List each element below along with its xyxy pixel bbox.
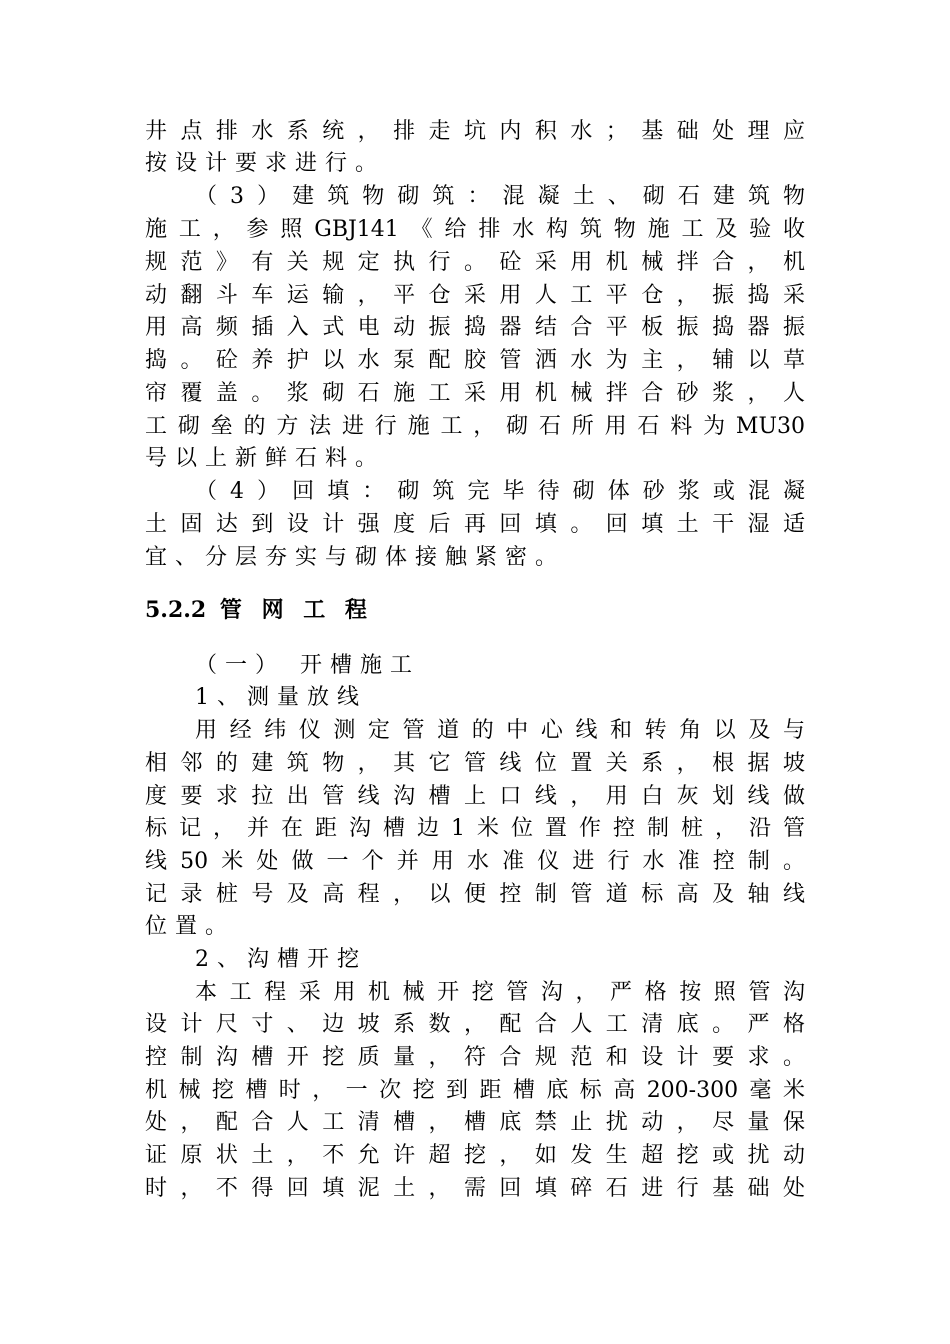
text-line: 规范》有关规定执行。砼采用机械拌合，机 <box>145 250 805 275</box>
text-line: 证原状土，不允许超挖，如发生超挖或扰动 <box>145 1143 805 1168</box>
text-line: 设计尺寸、边坡系数，配合人工清底。严格 <box>145 1012 805 1037</box>
section-title: 管 网 工 程 <box>219 597 373 623</box>
text-line: （4）回填：砌筑完毕待砌体砂浆或混凝 <box>195 479 805 504</box>
text-line: 标记，并在距沟槽边1米位置作控制桩，沿管 <box>145 816 805 841</box>
text-line: 本工程采用机械开挖管沟，严格按照管沟 <box>195 980 805 1005</box>
subheading-trench-excavation: 2、沟槽开挖 <box>195 947 367 972</box>
text-line: 控制沟槽开挖质量，符合规范和设计要求。 <box>145 1045 805 1070</box>
text-line: 工砌垒的方法进行施工，砌石所用石料为MU30 <box>145 414 805 439</box>
text-line: 度要求拉出管线沟槽上口线，用白灰划线做 <box>145 784 805 809</box>
text-line: 机械挖槽时，一次挖到距槽底标高200-300毫米 <box>145 1078 805 1103</box>
text-line: 捣。砼养护以水泵配胶管洒水为主，辅以草 <box>145 348 805 373</box>
text-line: 帘覆盖。浆砌石施工采用机械拌合砂浆，人 <box>145 381 805 406</box>
text-line: 用经纬仪测定管道的中心线和转角以及与 <box>195 718 805 743</box>
text-line: 动翻斗车运输，平仓采用人工平仓，振捣采 <box>145 283 805 308</box>
subheading-survey-layout: 1、测量放线 <box>195 685 367 710</box>
text-line: 时，不得回填泥土，需回填碎石进行基础处 <box>145 1176 805 1201</box>
section-number: 5.2.2 <box>145 597 207 623</box>
text-line: 井点排水系统，排走坑内积水；基础处理应 <box>145 119 805 144</box>
text-line: 宜、分层夯实与砌体接触紧密。 <box>145 545 566 570</box>
text-line: 号以上新鲜石料。 <box>145 446 386 471</box>
text-line: 按设计要求进行。 <box>145 151 386 176</box>
text-line: （3）建筑物砌筑：混凝土、砌石建筑物 <box>195 184 805 209</box>
section-heading <box>145 595 373 625</box>
text-line: 位置。 <box>145 914 236 939</box>
text-line: 土固达到设计强度后再回填。回填土干湿适 <box>145 512 805 537</box>
subheading-trench-construction: （一） 开槽施工 <box>195 653 420 678</box>
text-line: 用高频插入式电动振捣器结合平板振捣器振 <box>145 315 805 340</box>
text-line: 相邻的建筑物，其它管线位置关系，根据坡 <box>145 751 805 776</box>
text-line: 施工，参照GBJ141《给排水构筑物施工及验收 <box>145 217 805 242</box>
text-line: 处，配合人工清槽，槽底禁止扰动，尽量保 <box>145 1110 805 1135</box>
text-line: 线50米处做一个并用水准仪进行水准控制。 <box>145 849 805 874</box>
text-line: 记录桩号及高程，以便控制管道标高及轴线 <box>145 882 805 907</box>
